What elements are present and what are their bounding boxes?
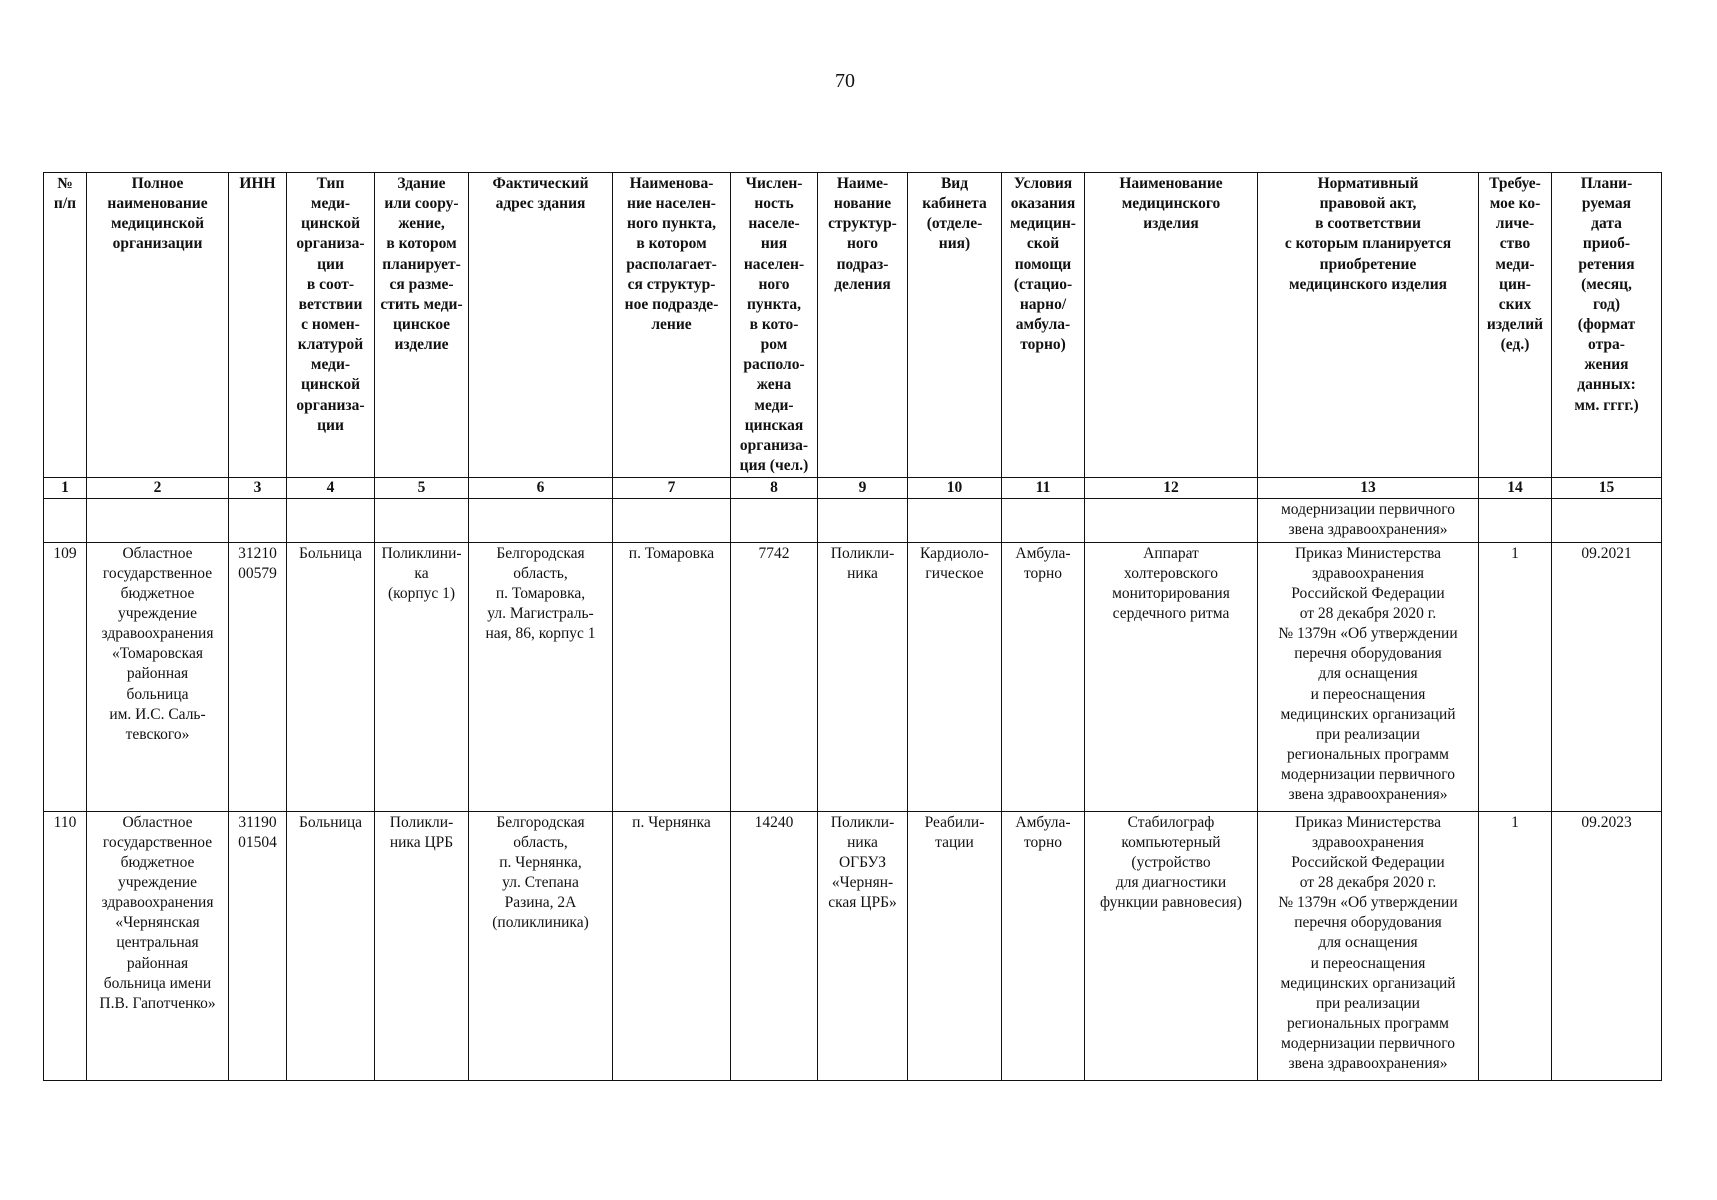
header-org-name: Полное наименование медицинской организации	[87, 173, 229, 478]
column-number: 12	[1085, 478, 1258, 499]
record-device: Стабилограф компьютерный (устройство для диагностики функции равновесия)	[1085, 811, 1258, 1080]
column-number: 8	[731, 478, 818, 499]
record-building: Поликли- ника ЦРБ	[375, 811, 469, 1080]
equipment-registry-table	[43, 172, 1662, 1081]
column-number: 1	[44, 478, 87, 499]
column-number: 13	[1258, 478, 1479, 499]
table-row	[44, 542, 1662, 811]
header-date: Плани- руемая дата приоб- ретения (месяц, год) (формат отра- жения данных: мм. гггг.)	[1552, 173, 1662, 478]
record-address: Белгородская область, п. Томаровка, ул. Магистраль- ная, 86, корпус 1	[469, 542, 613, 811]
empty-cell	[1002, 499, 1085, 542]
column-number: 7	[613, 478, 731, 499]
record-date: 09.2023	[1552, 811, 1662, 1080]
header-cabinet: Вид кабинета (отделе- ния)	[908, 173, 1002, 478]
empty-cell	[229, 499, 287, 542]
record-population: 14240	[731, 811, 818, 1080]
column-number: 3	[229, 478, 287, 499]
record-num: 110	[44, 811, 87, 1080]
record-cabinet: Кардиоло- гическое	[908, 542, 1002, 811]
record-conditions: Амбула- торно	[1002, 542, 1085, 811]
header-population: Числен- ность населе- ния населен- ного пункта, в кото- ром располо- жена меди- цинская организа- ция (чел.)	[731, 173, 818, 478]
record-date: 09.2021	[1552, 542, 1662, 811]
column-number: 10	[908, 478, 1002, 499]
empty-cell	[1552, 499, 1662, 542]
record-population: 7742	[731, 542, 818, 811]
header-device: Наименование медицинского изделия	[1085, 173, 1258, 478]
empty-cell	[908, 499, 1002, 542]
column-number: 2	[87, 478, 229, 499]
empty-cell	[818, 499, 908, 542]
record-org-name: Областное государственное бюджетное учреждение здравоохранения «Чернянская центральная районная больница имени П.В. Гапотченко»	[87, 811, 229, 1080]
table-row	[44, 811, 1662, 1080]
empty-cell	[44, 499, 87, 542]
record-org-type: Больница	[287, 811, 375, 1080]
header-conditions: Условия оказания медицин- ской помощи (стацио- нарно/ амбула- торно)	[1002, 173, 1085, 478]
column-number: 4	[287, 478, 375, 499]
empty-cell	[469, 499, 613, 542]
record-quantity: 1	[1479, 542, 1552, 811]
header-quantity: Требуе- мое ко- личе- ство меди- цин- ских изделий (ед.)	[1479, 173, 1552, 478]
record-legal-act: Приказ Министерства здравоохранения Российской Федерации от 28 декабря 2020 г. № 1379н «Об утверждении перечня оборудования для оснащения и переоснащения медицинских организаций при реализации региональных программ модернизации первичного звена здравоохранения»	[1258, 542, 1479, 811]
record-num: 109	[44, 542, 87, 811]
record-cabinet: Реабили- тации	[908, 811, 1002, 1080]
record-inn: 31210 00579	[229, 542, 287, 811]
empty-cell	[1479, 499, 1552, 542]
record-device: Аппарат холтеровского мониторирования сердечного ритма	[1085, 542, 1258, 811]
record-conditions: Амбула- торно	[1002, 811, 1085, 1080]
record-quantity: 1	[1479, 811, 1552, 1080]
continuation-legal-act: модернизации первичного звена здравоохранения»	[1258, 499, 1479, 542]
column-number: 15	[1552, 478, 1662, 499]
column-number: 5	[375, 478, 469, 499]
empty-cell	[731, 499, 818, 542]
column-number: 6	[469, 478, 613, 499]
empty-cell	[287, 499, 375, 542]
header-address: Фактический адрес здания	[469, 173, 613, 478]
record-unit: Поликли- ника ОГБУЗ «Чернян- ская ЦРБ»	[818, 811, 908, 1080]
record-locality: п. Томаровка	[613, 542, 731, 811]
record-building: Поликлини- ка (корпус 1)	[375, 542, 469, 811]
record-inn: 31190 01504	[229, 811, 287, 1080]
header-legal-act: Нормативный правовой акт, в соответствии с которым планируется приобретение медицинского изделия	[1258, 173, 1479, 478]
column-number-row	[44, 478, 1662, 499]
header-num: № п/п	[44, 173, 87, 478]
record-org-type: Больница	[287, 542, 375, 811]
header-building: Здание или соору- жение, в котором планирует- ся разме- стить меди- цинское изделие	[375, 173, 469, 478]
continuation-row	[44, 499, 1662, 542]
header-row	[44, 173, 1662, 478]
column-number: 9	[818, 478, 908, 499]
empty-cell	[87, 499, 229, 542]
record-address: Белгородская область, п. Чернянка, ул. Степана Разина, 2А (поликлиника)	[469, 811, 613, 1080]
empty-cell	[1085, 499, 1258, 542]
empty-cell	[375, 499, 469, 542]
column-number: 14	[1479, 478, 1552, 499]
record-legal-act: Приказ Министерства здравоохранения Российской Федерации от 28 декабря 2020 г. № 1379н «Об утверждении перечня оборудования для оснащения и переоснащения медицинских организаций при реализации региональных программ модернизации первичного звена здравоохранения»	[1258, 811, 1479, 1080]
record-org-name: Областное государственное бюджетное учреждение здравоохранения «Томаровская районная больница им. И.С. Саль- тевского»	[87, 542, 229, 811]
record-locality: п. Чернянка	[613, 811, 731, 1080]
header-inn: ИНН	[229, 173, 287, 478]
page-number: 70	[835, 70, 855, 92]
header-org-type: Тип меди- цинской организа- ции в соот- ветствии с номен- клатурой меди- цинской организа- ции	[287, 173, 375, 478]
record-unit: Поликли- ника	[818, 542, 908, 811]
header-unit: Наиме- нование структур- ного подраз- деления	[818, 173, 908, 478]
header-locality: Наименова- ние населен- ного пункта, в котором располагает- ся структур- ное подразде- ление	[613, 173, 731, 478]
empty-cell	[613, 499, 731, 542]
column-number: 11	[1002, 478, 1085, 499]
